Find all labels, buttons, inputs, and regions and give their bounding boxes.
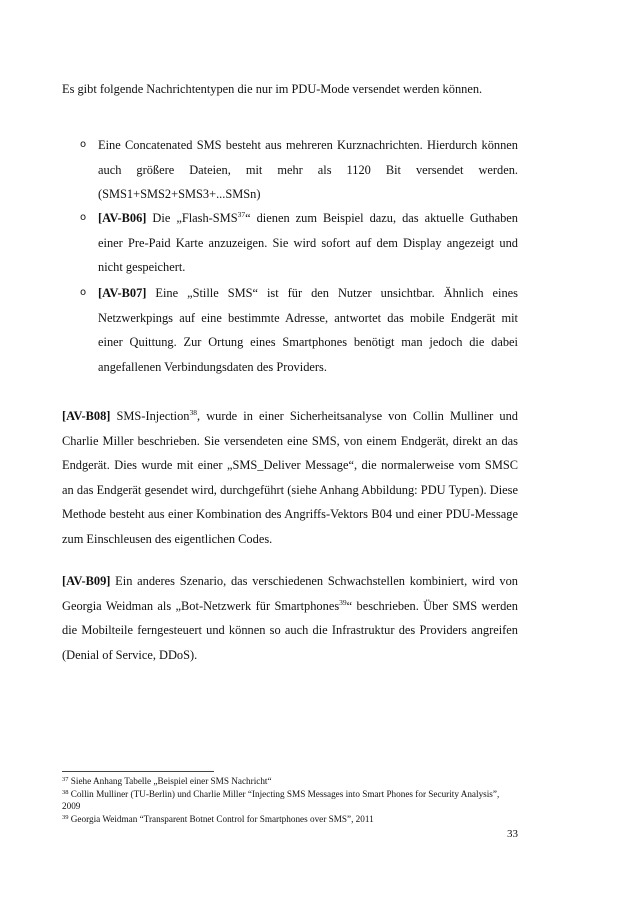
- paragraph-text-part: , wurde in einer Sicherheitsanalyse von Collin Mulliner und Charlie Miller beschrieben. Sie versendeten eine SMS, von einem Endgerät, direkt an das Endgerät. Dies wurde mit einer „SMS_Deliver Message“, die normalerweise vom SMSC an das Endgerät gesendet wird, durchgeführt (siehe Anhang Abbildung: PDU Typen). Diese Methode besteht aus einer Kombination des Angriffs-Vektors B04 und einer PDU-Message zum Einschleusen des eigentlichen Codes.: [62, 409, 518, 546]
- paragraph-av-b08: [62, 404, 518, 552]
- footnote-number: 37: [62, 776, 69, 783]
- bullet-text: [98, 206, 518, 280]
- bullet-text-part: Die „Flash-SMS: [146, 211, 238, 225]
- bullet-marker: o: [80, 139, 87, 150]
- footnote-text: Georgia Weidman “Transparent Botnet Control for Smartphones over SMS”, 2011: [68, 814, 374, 824]
- paragraph-text-part: Ein anderes Szenario, das verschiedenen Schwachstellen kombiniert, wird von Georgia Weidman als „Bot-Netzwerk für Smartphones: [62, 574, 518, 613]
- paragraph-av-b09: [62, 569, 518, 667]
- bullet-marker: o: [80, 287, 87, 298]
- footnote-separator: [62, 771, 214, 772]
- bullet-text: Eine Concatenated SMS besteht aus mehreren Kurznachrichten. Hierdurch können auch größere Dateien, mit mehr als 1120 Bit versendet werden. (SMS1+SMS2+SMS3+...SMSn): [98, 138, 518, 202]
- paragraph-text-part: “ beschrieben. Über SMS werden die Mobilteile ferngesteuert und können so auch die Infrastruktur des Providers angreifen (Denial of Service, DDoS).: [62, 598, 518, 662]
- footnote-number: 38: [62, 789, 69, 796]
- intro-text: Es gibt folgende Nachrichtentypen die nur im PDU-Mode versendet werden können.: [62, 82, 483, 96]
- footnote-ref-38: 38: [189, 408, 197, 417]
- footnote-text: Collin Mulliner (TU-Berlin) und Charlie Miller “Injecting SMS Messages into Smart Phones for Security Analysis”, 2009: [62, 789, 500, 812]
- tag-av-b08: [AV-B08]: [62, 409, 111, 423]
- bullet-item-av-b07: [80, 281, 518, 379]
- footnote-38: [62, 788, 518, 812]
- bullet-item-concatenated-sms: [80, 133, 518, 207]
- tag-av-b06: [AV-B06]: [98, 211, 147, 225]
- bullet-text-part: Eine „Stille SMS“ ist für den Nutzer unsichtbar. Ähnlich eines Netzwerkpings auf eine bestimmte Adresse, antwortet das mobile Endgerät mit einer Quittung. Zur Ortung eines Smartphones benötigt man jedoch die dabei angefallenen Verbindungsdaten des Providers.: [98, 286, 518, 374]
- bullet-text-part: “ dienen zum Beispiel dazu, das aktuelle Guthaben einer Pre-Paid Karte anzuzeigen. Sie wird sofort auf dem Display angezeigt und nicht gespeichert.: [98, 211, 518, 275]
- footnote-37: [62, 775, 518, 787]
- bullet-text: [98, 281, 518, 379]
- page-number: 33: [507, 828, 518, 840]
- footnote-39: [62, 813, 518, 825]
- footnote-text: Siehe Anhang Tabelle „Beispiel einer SMS Nachricht“: [68, 776, 272, 786]
- footnote-ref-39: 39: [339, 597, 347, 607]
- intro-paragraph: [62, 77, 518, 102]
- footnote-number: 39: [62, 814, 69, 821]
- bullet-marker: o: [80, 212, 87, 223]
- paragraph-text-part: SMS-Injection: [110, 409, 190, 423]
- tag-av-b07: [AV-B07]: [98, 286, 147, 300]
- bullet-item-av-b06: [80, 206, 518, 280]
- tag-av-b09: [AV-B09]: [62, 574, 111, 588]
- footnote-ref-37: 37: [237, 210, 246, 219]
